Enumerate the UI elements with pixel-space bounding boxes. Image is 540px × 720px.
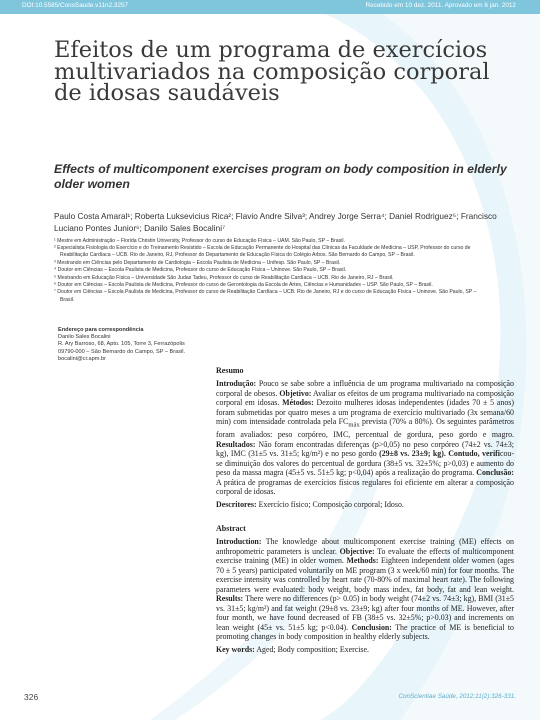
abstract-conclusion-text: The practice of ME is beneficial to promoting changes in body composition in healthy elderly subjects.: [216, 622, 514, 641]
affiliation-item: ⁶ Doutor em Ciências – Escola Paulista de Medicina, Professor do curso de Gerontologia da Escola de Artes, Ciências e Humanidades – USP. São Paulo, SP – Brasil.: [54, 282, 433, 289]
resumo-descriptors-label: Descritores:: [216, 499, 257, 509]
resumo-descriptors: [216, 500, 514, 510]
resumo-results-text-b: cou-se diminuição dos valores do percentual de gordura (38±5 vs. 32±5%; p>0,03) e aumento do peso da massa magra (45±5 vs. 51±5 kg; p<0,04) após a realização do programa.: [216, 449, 514, 478]
affiliation-item: ³ Mestrando em Ciências pelo Departamento de Cardiologia – Escola Paulista de Medicina – Unifesp. São Paulo, SP – Brasil.: [54, 259, 341, 266]
correspondence-email[interactable]: bocalini@cr.apm.br: [58, 355, 106, 362]
resumo-methods-label: Métodos:: [282, 398, 314, 407]
abstract-intro-text: The knowledge about multicomponent exercise training (ME) effects on anthropometric parameters is unclear.: [216, 537, 514, 556]
resumo-results-text-a: Não foram encontradas diferenças (p>0,05) no peso corpóreo (74±2 vs. 74±3; kg), IMC (31±5 vs. 31±5; kg/m²) e no peso gordo: [216, 439, 514, 459]
resumo-methods-text-b: prevista (70% a 80%). Os seguintes parâmetros foram avaliados: peso corpóreo, IMC, percentual de gordura, peso gordo e magro.: [216, 417, 514, 440]
received-date: Recebido em 10 dez. 2011. Aprovado em 6 jan. 2012: [365, 2, 516, 9]
resumo-body: [216, 379, 514, 509]
resumo-descriptors-text: Exercício físico; Composição corporal; Idoso.: [256, 499, 404, 509]
correspondence-street: R. Ary Barroso, 68, Apto. 105, Torre 3, Ferrazópolis: [58, 341, 185, 348]
correspondence-city: 09790-000 – São Bernardo do Campo, SP – Brasil.: [58, 348, 186, 355]
resumo-objective-label: Objetivo:: [279, 388, 312, 398]
resumo-objective-text: Avaliar os efeitos de um programa multivariado na composição corporal em idosas.: [216, 388, 514, 407]
correspondence-heading: Endereço para correspondência: [58, 327, 144, 333]
resumo-intro-text: Pouco se sabe sobre a influência de um programa multivariado na composição corporal de obesos.: [216, 379, 514, 398]
abstract-conclusion-label: Conclusion:: [351, 622, 392, 632]
affiliation-item: ⁷ Doutor em Ciências – Escola Paulista de Medicina, Professor do curso de Reabilitação Cardíaca – UCB. Rio de Janeiro, RJ e do curso de Educação Física – Uninove. São Paulo, SP – Brasil.: [54, 289, 477, 303]
article-title: Efeitos de um programa de exercícios multivariados na composição corporal de idosas saudáveis: [54, 37, 490, 106]
affiliation-item: ¹ Mestre em Administração – Florida Christin University, Professor do curso de Educação Física – UAM. São Paulo, SP – Brasil.: [54, 238, 345, 244]
resumo-intro-label: Introdução:: [216, 379, 257, 388]
journal-citation: ConScientiae Saúde, 2012;11(2):326-331.: [398, 693, 516, 700]
affiliation-item: ² Especialista Fisiologia do Exercício e do Treinamento Resistido – Escola de Educação Permanente do Hospital das Clínicas da Faculdade de Medicina – USP, Professor do curso de Reabilitação Cardíaca – UCB. Rio de Janeiro, RJ, Professor do Departamento de Educação Física do Colégio Arbos. São Bernardo do Campo, SP – Brasil.: [54, 245, 471, 259]
resumo-heading: Resumo: [216, 366, 244, 375]
correspondence-name: Danilo Sales Bocalini: [58, 334, 111, 341]
abstract-intro-label: Introduction:: [216, 537, 262, 546]
header-bar: [0, 0, 540, 14]
abstract-results-text: There were no differences (p> 0.05) in body weight (74±2 vs. 74±3; kg), BMI (31±5 vs. 31±5; kg/m²) and fat weight (29±8 vs. 23±9; kg) after four months of ME. However, after four month, we have found decreased of FB (38±5 vs. 32±5%; p>0.03) and increments on lean weight (45± vs. 51±5 kg; p<0.04).: [216, 594, 514, 632]
english-title: Effects of multicomponent exercises program on body composition in elderly older women: [54, 162, 507, 191]
abstract-objective-text: To evaluate the effects of multicomponent exercise training (ME) in older women.: [216, 546, 514, 565]
abstract-keywords: [216, 645, 514, 655]
resumo-methods-subscript: máx: [348, 421, 360, 429]
abstract-methods-label: Methods:: [346, 556, 379, 565]
abstract-results-label: Results:: [216, 594, 244, 603]
abstract-methods-text: Eighteen independent older women (ages 70 ± 5 years) participated voluntarily on ME program (3 x week/60 min) for four months. The exercise intensity was controlled by heart rate (70-80% of maximal heart rate). The following parameters were evaluated: body weight, body mass index, fat body, fat and lean weight.: [216, 556, 514, 594]
correspondence-block: [58, 327, 258, 363]
doi-text[interactable]: DOI:10.5585/ConsSaude.v11n2.3257: [22, 2, 129, 9]
resumo-methods-text-a: Dezoito mulheres idosas independentes (idades 70 ± 5 anos) foram submetidas por quatro meses a um programa de exercício multivariado (3x semana/60 min) com intensidade controlada pela FC: [216, 398, 515, 426]
affiliation-item: ⁴ Doutor em Ciências – Escola Paulista de Medicina, Professor do curso de Educação Física – Uninove. São Paulo, SP – Brasil.: [54, 267, 347, 274]
abstract-objective-label: Objective:: [339, 546, 375, 556]
abstract-heading: Abstract: [216, 524, 246, 533]
resumo-conclusion-label: Conclusão:: [476, 468, 514, 478]
affiliation-list: [54, 238, 484, 304]
abstract-keywords-text: Aged; Body composition; Exercise.: [254, 644, 369, 654]
affiliation-item: ⁵ Mestrando em Educação Física – Universidade São Judas Tadeu, Professor do curso de Reabilitação Cardíaca – UCB. Rio de Janeiro, RJ – Brasil.: [54, 274, 394, 281]
resumo-results-label: Resultados:: [216, 439, 256, 449]
page-number: 326: [24, 692, 39, 702]
resumo-conclusion-text: A prática de programas de exercícios físicos regulares foi eficiente em alterar a composição corporal de idosas.: [216, 477, 514, 497]
abstract-keywords-label: Key words:: [216, 644, 255, 654]
author-list: Paulo Costa Amaral¹; Roberta Luksevicius Rica²; Flavio Andre Silva³; Andrey Jorge Serra⁴; Daniel Rodriguez⁵; Francisco Luciano Pontes Junior⁶; Danilo Sales Bocalini⁷: [54, 211, 497, 233]
abstract-body: [216, 537, 514, 654]
resumo-results-bold-text: (29±8 vs. 23±9; kg). Contudo, verifi: [379, 449, 500, 459]
